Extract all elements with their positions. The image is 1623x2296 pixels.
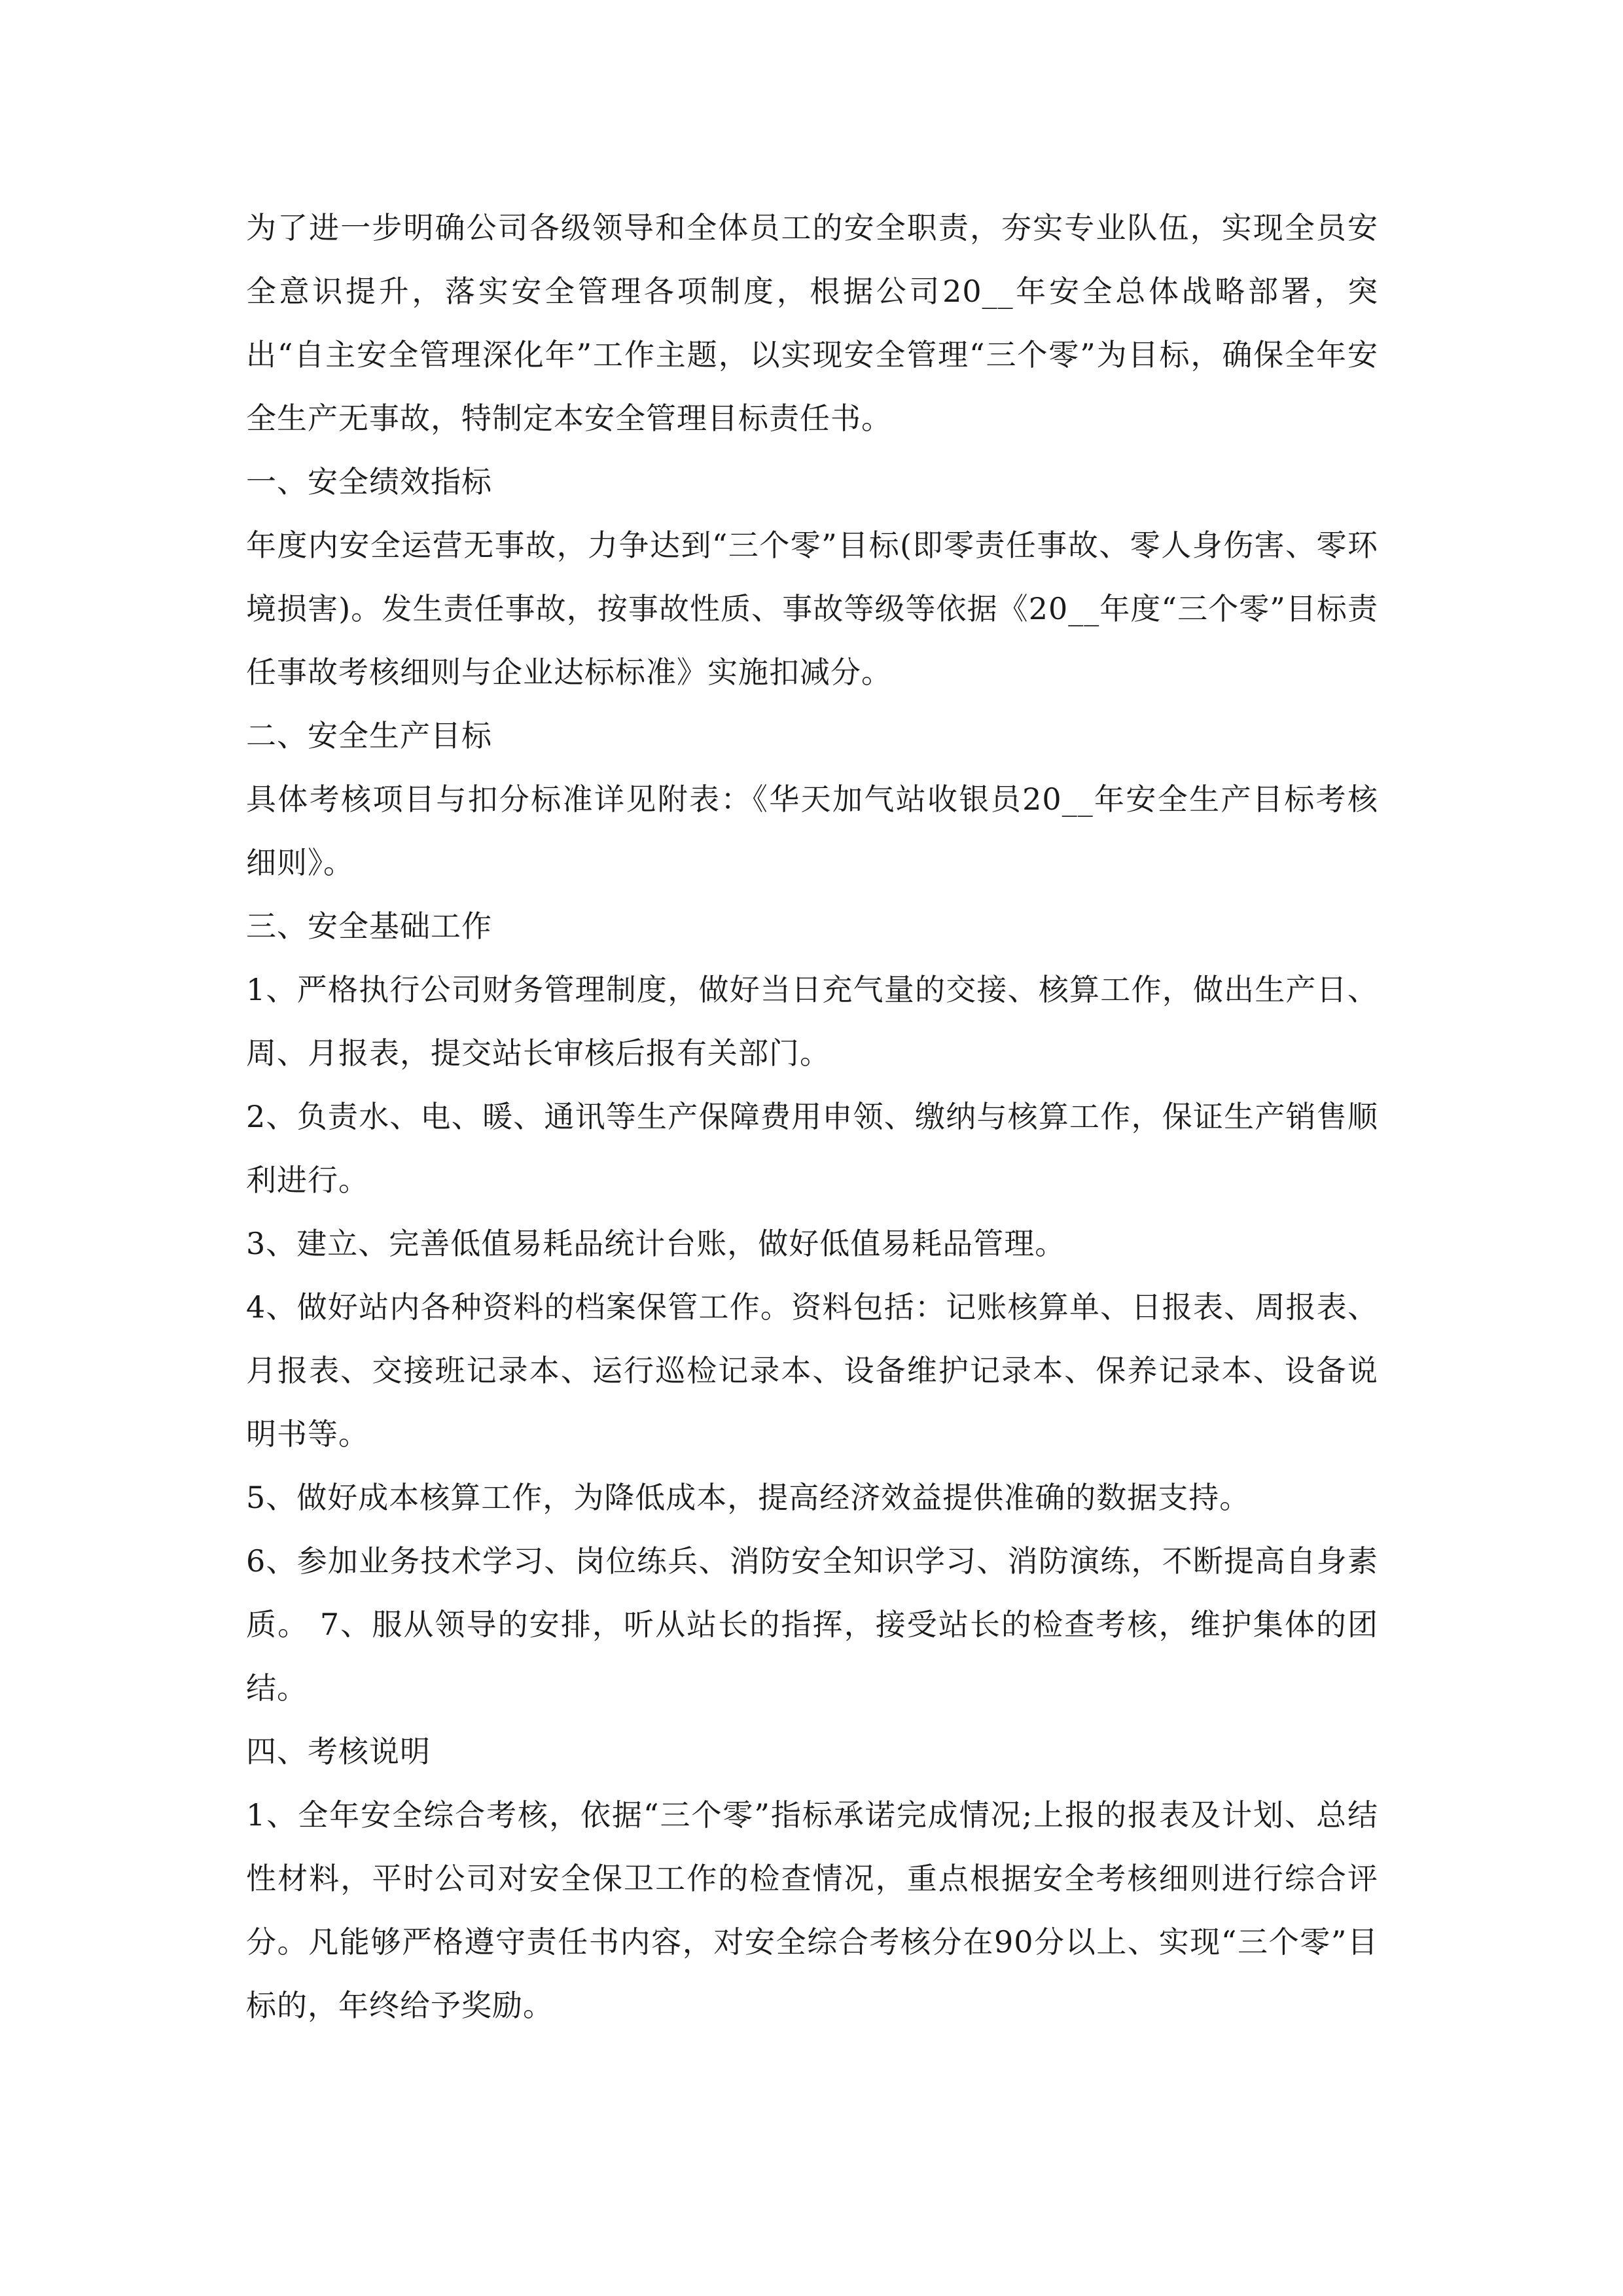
section-1-paragraph: 年度内安全运营无事故，力争达到“三个零”目标(即零责任事故、零人身伤害、零环境损害)。发生责任事故，按事故性质、事故等级等依据《20__年度“三个零”目标责任事故考核细则与企业达标标准》实施扣减分。 (246, 528, 1378, 690)
section-3-item-2: 2、负责水、电、暖、通讯等生产保障费用申领、缴纳与核算工作，保证生产销售顺利进行。 (246, 1099, 1378, 1198)
intro-paragraph: 为了进一步明确公司各级领导和全体员工的安全职责，夯实专业队伍，实现全员安全意识提升，落实安全管理各项制度，根据公司20__年安全总体战略部署，突出“自主安全管理深化年”工作主题，以实现安全管理“三个零”为目标，确保全年安全生产无事故，特制定本安全管理目标责任书。 (246, 210, 1378, 436)
section-4-item-1: 1、全年安全综合考核，依据“三个零”指标承诺完成情况;上报的报表及计划、总结性材料，平时公司对安全保卫工作的检查情况，重点根据安全考核细则进行综合评分。凡能够严格遵守责任书内容，对安全综合考核分在90分以上、实现“三个零”目标的，年终给予奖励。 (246, 1797, 1378, 2023)
section-3-heading: 三、安全基础工作 (246, 908, 492, 944)
section-3-item-6-7: 6、参加业务技术学习、岗位练兵、消防安全知识学习、消防演练，不断提高自身素质。 7、服从领导的安排，听从站长的指挥，接受站长的检查考核，维护集体的团结。 (246, 1543, 1378, 1706)
section-3-item-5: 5、做好成本核算工作，为降低成本，提高经济效益提供准确的数据支持。 (246, 1480, 1251, 1515)
document-body (246, 196, 1378, 2037)
section-3-item-3: 3、建立、完善低值易耗品统计台账，做好低值易耗品管理。 (246, 1226, 1066, 1261)
section-4-heading: 四、考核说明 (246, 1734, 431, 1769)
section-3-item-4: 4、做好站内各种资料的档案保管工作。资料包括：记账核算单、日报表、周报表、月报表、交接班记录本、运行巡检记录本、设备维护记录本、保养记录本、设备说明书等。 (246, 1289, 1378, 1452)
section-1-heading: 一、安全绩效指标 (246, 464, 492, 499)
section-3-item-1: 1、严格执行公司财务管理制度，做好当日充气量的交接、核算工作，做出生产日、周、月报表，提交站长审核后报有关部门。 (246, 972, 1378, 1071)
section-2-heading: 二、安全生产目标 (246, 718, 492, 753)
section-2-paragraph: 具体考核项目与扣分标准详见附表：《华天加气站收银员20__年安全生产目标考核细则》。 (246, 781, 1378, 880)
